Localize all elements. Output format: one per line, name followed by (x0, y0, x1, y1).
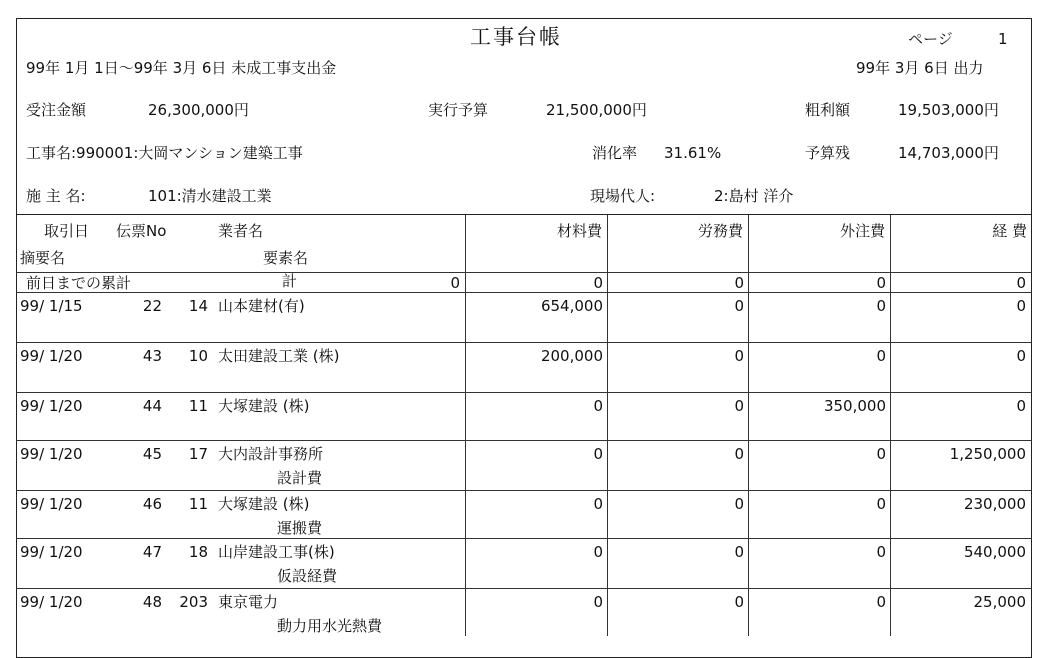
row-vendor: 山岸建設工事(株) (218, 543, 335, 561)
row-labor: 0 (734, 495, 744, 513)
col-header-labor: 労務費 (697, 222, 743, 240)
row-divider (16, 538, 1032, 539)
site-agent-value: 2:島村 洋介 (714, 187, 794, 205)
row-vendor-code: 14 (188, 297, 208, 315)
row-vendor-code: 18 (188, 543, 208, 561)
carryover-outsourcing: 0 (876, 274, 886, 292)
row-date: 99/ 1/20 (20, 543, 83, 561)
row-slip: 44 (142, 397, 162, 415)
column-divider (890, 215, 891, 636)
row-vendor: 大塚建設 (株) (218, 397, 310, 415)
col-header-summary: 摘要名 (20, 249, 66, 267)
row-vendor-code: 203 (179, 593, 208, 611)
row-outsourcing: 0 (876, 297, 886, 315)
row-outsourcing: 0 (876, 445, 886, 463)
row-divider (16, 342, 1032, 343)
row-material: 0 (593, 397, 603, 415)
row-divider (16, 490, 1032, 491)
carryover-total: 0 (450, 274, 460, 292)
row-date: 99/ 1/15 (20, 297, 83, 315)
row-element: 運搬費 (277, 519, 323, 537)
row-date: 99/ 1/20 (20, 593, 83, 611)
row-material: 0 (593, 445, 603, 463)
row-outsourcing: 0 (876, 593, 886, 611)
row-slip: 22 (142, 297, 162, 315)
carryover-total-label: 計 (282, 272, 298, 290)
row-expense: 0 (1016, 347, 1026, 365)
row-expense: 25,000 (973, 593, 1026, 611)
period-text: 99年 1月 1日～99年 3月 6日 未成工事支出金 (26, 59, 337, 77)
row-vendor-code: 17 (188, 445, 208, 463)
row-date: 99/ 1/20 (20, 495, 83, 513)
carryover-labor: 0 (734, 274, 744, 292)
budget-label: 実行予算 (428, 101, 489, 119)
row-labor: 0 (734, 593, 744, 611)
row-divider (16, 440, 1032, 441)
row-labor: 0 (734, 297, 744, 315)
row-labor: 0 (734, 347, 744, 365)
profit-amount: 19,503,000円 (898, 101, 999, 119)
col-header-date: 取引日 (44, 222, 90, 240)
row-element: 設計費 (277, 469, 323, 487)
row-date: 99/ 1/20 (20, 445, 83, 463)
row-vendor-code: 11 (188, 397, 208, 415)
remaining-amount: 14,703,000円 (898, 144, 999, 162)
remaining-label: 予算残 (805, 144, 851, 162)
site-agent-label: 現場代人: (590, 187, 656, 205)
profit-label: 粗利額 (805, 101, 851, 119)
col-header-outsourcing: 外注費 (839, 222, 885, 240)
row-expense: 1,250,000 (949, 445, 1026, 463)
consumption-rate: 31.61% (664, 144, 722, 162)
row-expense: 230,000 (963, 495, 1026, 513)
carryover-expense: 0 (1016, 274, 1026, 292)
row-vendor: 大塚建設 (株) (218, 495, 310, 513)
row-slip: 43 (142, 347, 162, 365)
row-labor: 0 (734, 543, 744, 561)
column-divider (748, 215, 749, 636)
output-date: 99年 3月 6日 出力 (856, 59, 984, 77)
consumption-label: 消化率 (592, 144, 638, 162)
page-label: ページ (908, 30, 953, 48)
col-header-element: 要素名 (263, 249, 309, 267)
page-title: 工事台帳 (470, 25, 562, 49)
row-material: 0 (593, 593, 603, 611)
row-material: 0 (593, 495, 603, 513)
row-slip: 48 (142, 593, 162, 611)
row-divider (16, 272, 1032, 273)
col-header-material: 材料費 (556, 222, 602, 240)
row-slip: 45 (142, 445, 162, 463)
row-outsourcing: 0 (876, 495, 886, 513)
row-expense: 540,000 (963, 543, 1026, 561)
budget-amount: 21,500,000円 (546, 101, 647, 119)
row-material: 200,000 (540, 347, 603, 365)
row-labor: 0 (734, 445, 744, 463)
page-number: 1 (998, 30, 1008, 48)
row-material: 654,000 (540, 297, 603, 315)
row-date: 99/ 1/20 (20, 397, 83, 415)
carryover-label: 前日までの累計 (26, 274, 132, 292)
col-header-expense: 経 費 (992, 222, 1027, 240)
col-header-slip: 伝票No (116, 222, 167, 240)
row-element: 仮設経費 (277, 567, 338, 585)
table-top-border (16, 214, 1032, 215)
row-vendor: 東京電力 (218, 593, 279, 611)
col-header-vendor: 業者名 (218, 222, 264, 240)
row-vendor-code: 11 (188, 495, 208, 513)
row-vendor: 大内設計事務所 (218, 445, 324, 463)
row-material: 0 (593, 543, 603, 561)
row-outsourcing: 0 (876, 347, 886, 365)
row-slip: 46 (142, 495, 162, 513)
column-divider (607, 215, 608, 636)
row-divider (16, 292, 1032, 293)
owner-label: 施 主 名: (26, 187, 86, 205)
contract-amount: 26,300,000円 (148, 101, 249, 119)
row-outsourcing: 350,000 (823, 397, 886, 415)
row-divider (16, 392, 1032, 393)
row-labor: 0 (734, 397, 744, 415)
carryover-material: 0 (593, 274, 603, 292)
row-expense: 0 (1016, 397, 1026, 415)
carryover-total-divider (465, 272, 466, 292)
project-name: 工事名:990001:大岡マンション建築工事 (26, 144, 303, 162)
row-divider (16, 588, 1032, 589)
row-slip: 47 (142, 543, 162, 561)
row-expense: 0 (1016, 297, 1026, 315)
row-outsourcing: 0 (876, 543, 886, 561)
row-date: 99/ 1/20 (20, 347, 83, 365)
row-vendor: 山本建材(有) (218, 297, 305, 315)
row-element: 動力用水光熱費 (277, 617, 383, 635)
owner-value: 101:清水建設工業 (148, 187, 272, 205)
row-vendor: 太田建設工業 (株) (218, 347, 340, 365)
contract-label: 受注金額 (26, 101, 87, 119)
row-vendor-code: 10 (188, 347, 208, 365)
